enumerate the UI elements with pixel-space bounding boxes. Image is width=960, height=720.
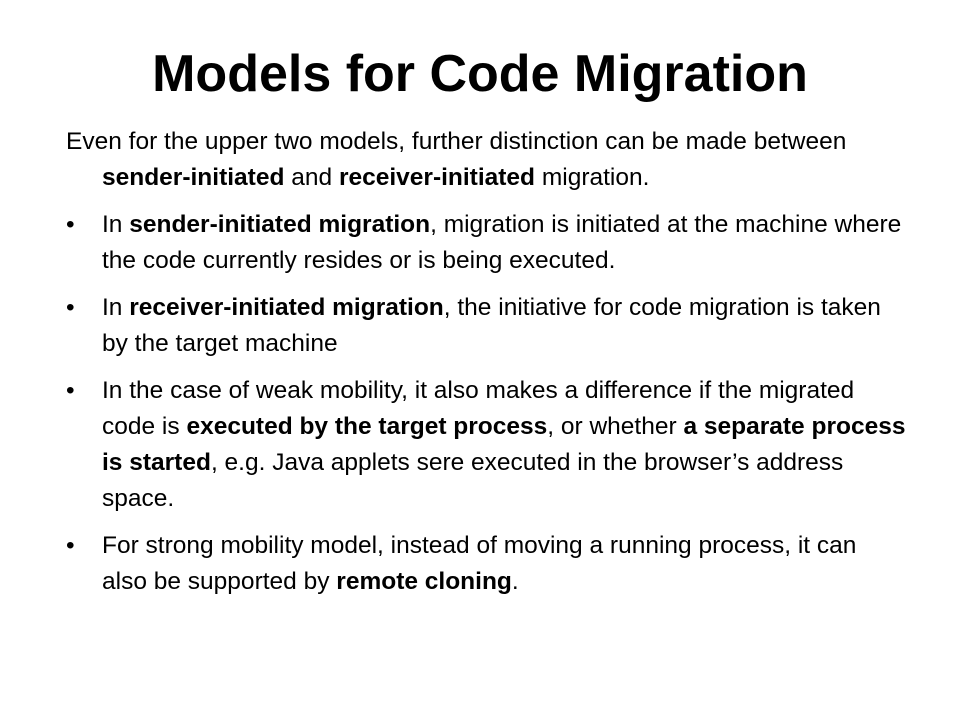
intro-paragraph <box>66 124 906 196</box>
intro-text-3: migration. <box>535 164 650 191</box>
bullet-icon: • <box>66 377 75 404</box>
bullet-bold-1: receiver-initiated migration <box>129 294 444 321</box>
bullet-text-2: , migration is initiated at the machine where the code currently resides or is being executed. <box>102 211 902 274</box>
bullet-text-1: In the case of weak mobility, it also makes a difference if the migrated code is <box>102 377 855 440</box>
bullet-item-weak-mobility <box>66 373 906 517</box>
bullet-text-2: . <box>511 568 519 595</box>
bullet-icon: • <box>66 532 75 559</box>
bullet-text-2: , the initiative for code migration is taken by the target machine <box>102 294 881 357</box>
bullet-bold-1: sender-initiated migration <box>129 211 431 238</box>
bullet-bold-1: remote cloning <box>336 568 512 595</box>
bullet-icon: • <box>66 211 75 238</box>
bullet-text-1: In <box>102 294 130 321</box>
intro-bold-sender: sender-initiated <box>102 164 285 191</box>
bullet-icon: • <box>66 294 75 321</box>
bullet-bold-1: executed by the target process <box>186 413 548 440</box>
bullet-bold-2: a separate process is started <box>102 413 906 476</box>
bullet-text-2: , or whether <box>547 413 684 440</box>
bullet-text-1: For strong mobility model, instead of moving a running process, it can also be supported by <box>102 532 857 595</box>
slide-title: Models for Code Migration <box>152 45 808 103</box>
intro-text-1: Even for the upper two models, further distinction can be made between <box>66 128 847 155</box>
bullet-text-1: In <box>102 211 130 238</box>
bullet-item-strong-mobility <box>66 528 906 600</box>
intro-text-2: and <box>284 164 339 191</box>
bullet-text-3: , e.g. Java applets sere executed in the browser’s address space. <box>102 449 844 512</box>
bullet-item-sender <box>66 207 906 279</box>
intro-bold-receiver: receiver-initiated <box>338 164 536 191</box>
slide-body <box>66 124 906 611</box>
bullet-item-receiver <box>66 290 906 362</box>
